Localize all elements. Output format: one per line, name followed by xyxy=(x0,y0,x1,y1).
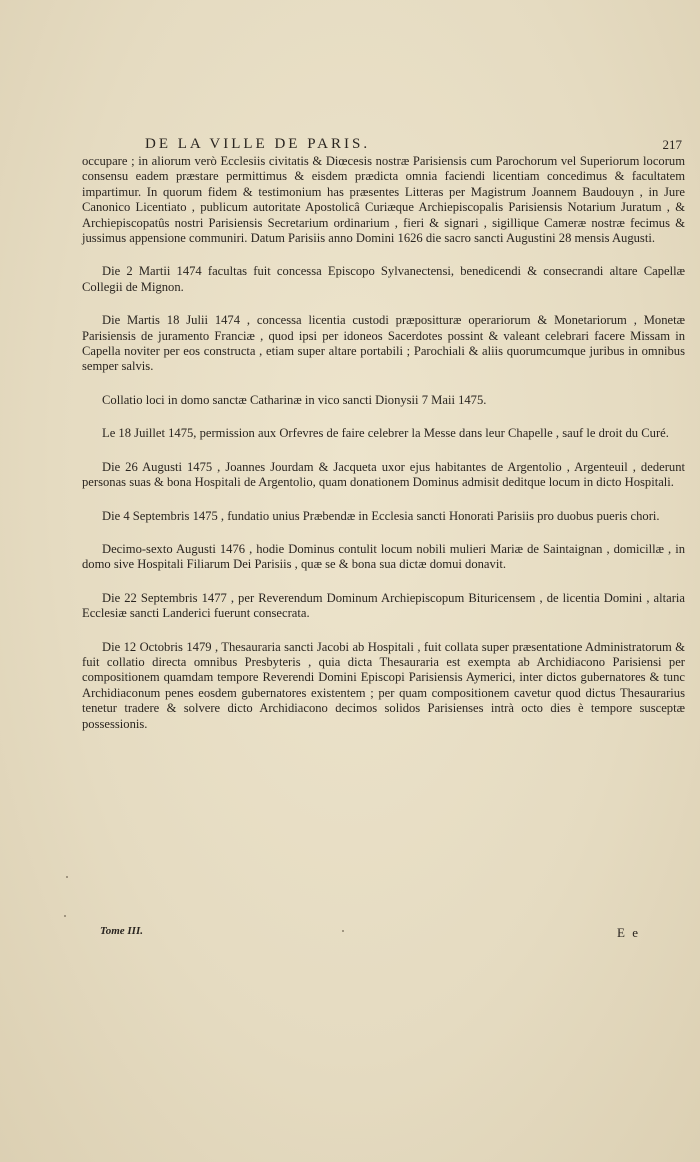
paragraph: Die 26 Augusti 1475 , Joannes Jourdam & Jacqueta uxor ejus habitantes de Argentolio , Argenteuil , dederunt personas suas & bona Hospitali de Argentolio, quam donationem Dominus admisit deditque locum in dicto Hospitali. xyxy=(82,459,685,490)
paragraph: Die 22 Septembris 1477 , per Reverendum Dominum Archiepiscopum Bituricensem , de licentia Domini , altaria Ecclesiæ sancti Landerici fuerunt consecrata. xyxy=(82,590,685,621)
running-title: DE LA VILLE DE PARIS. xyxy=(145,136,371,152)
volume-label: Tome III. xyxy=(100,925,143,937)
paragraph: Die Martis 18 Julii 1474 , concessa licentia custodi præpositturæ operariorum & Monetariorum , Monetæ Parisiensis de juramento Franciæ , quod ipsi per idoneos Sacerdotes possint & valeant celebrari facere Missam in Capella noviter per eos constructa , etiam super altare portabili ; Parochiali & aliis quorumcumque juribus in omnibus semper salvis. xyxy=(82,313,685,374)
signature-mark: E e xyxy=(617,925,640,940)
paper-speck xyxy=(66,876,68,878)
paragraph: Die 12 Octobris 1479 , Thesauraria sancti Jacobi ab Hospitali , fuit collata super præsentatione Administratorum & fuit collatio directa omnibus Presbyteris , quia dicta Thesauraria est exempta ab Archidiacono Parisiensi per compositionem quamdam tempore Reverendi Domini Episcopi Parisiensis Aymerici, inter dictos gubernatores & tunc Archidiaconum penes eosdem gubernatores existentem ; per quam compositionem cavetur quod dictus Thesaurarius tenetur tradere & solvere dicto Archidiacono decimos solidos Parisienses intrà octo dies è tempore susceptæ possessionis. xyxy=(82,639,685,731)
paragraph: Collatio loci in domo sanctæ Catharinæ in vico sancti Dionysii 7 Maii 1475. xyxy=(102,392,487,407)
paragraph: occupare ; in aliorum verò Ecclesiis civitatis & Diœcesis nostræ Parisiensis cum Parochorum vel Superiorum locorum consensu eadem præstare permittimus & eisdem prædicta omnia faciendi licentiam concedimus & facultatem impartimur. In quorum fidem & testimonium has præsentes Litteras per Magistrum Joannem Baudouyn , in Jure Canonico Licentiato , publicum autoritate Apostolicâ Curiæque Archiepiscopalis Parisiensis Notarium Juratum , & Archiepiscopatûs nostri Parisiensis Secretarium ordinarium , fieri & signari , sigillique Cameræ nostræ fecimus & jussimus appensione communiri. Datum Parisiis anno Domini 1626 die sacro sancti Augustini 28 mensis Augusti. xyxy=(82,154,685,246)
page-footer xyxy=(100,925,640,943)
paragraph: Decimo-sexto Augusti 1476 , hodie Dominus contulit locum nobili mulieri Mariæ de Saintaignan , domicillæ , in domo sive Hospitali Filiarum Dei Parisiis , quæ se & bona sua dictæ domui donavit. xyxy=(82,541,685,572)
page-number: 217 xyxy=(662,137,682,152)
page-header xyxy=(145,136,690,156)
text-body xyxy=(82,154,685,750)
paragraph: Die 4 Septembris 1475 , fundatio unius Præbendæ in Ecclesia sancti Honorati Parisiis pro duobus pueris chori. xyxy=(102,508,660,523)
paragraph: Die 2 Martii 1474 facultas fuit concessa Episcopo Sylvanectensi, benedicendi & consecrandi altare Capellæ Collegii de Mignon. xyxy=(82,264,685,294)
paragraph: Le 18 Juillet 1475, permission aux Orfevres de faire celebrer la Messe dans leur Chapelle , sauf le droit du Curé. xyxy=(102,426,669,441)
paper-speck xyxy=(64,915,66,917)
